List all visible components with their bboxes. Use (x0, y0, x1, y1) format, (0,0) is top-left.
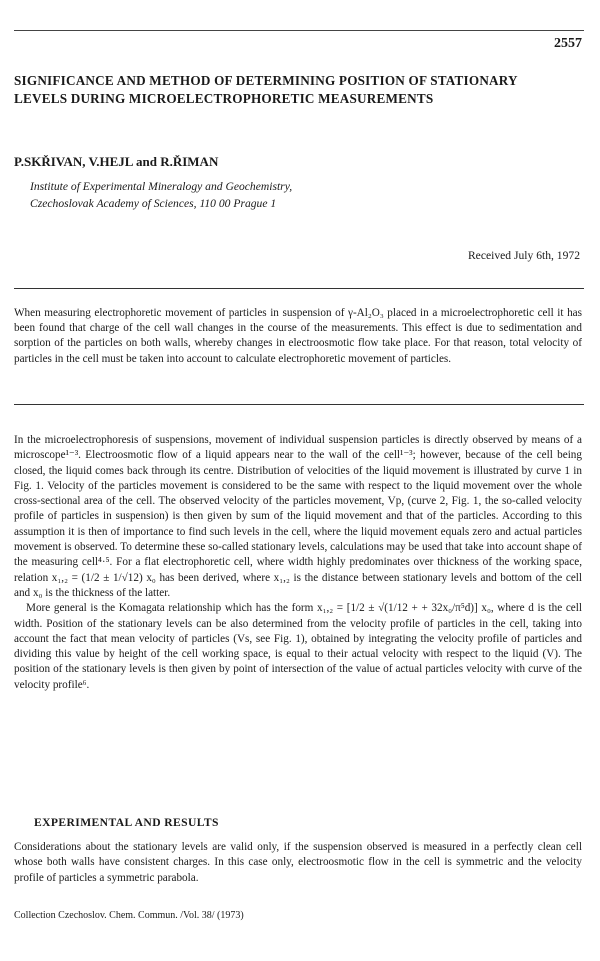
article-title: SIGNIFICANCE AND METHOD OF DETERMINING POSITION OF STATIONARY LEVELS DURING MICROELECTROPHORETIC MEASUREMENTS (14, 73, 518, 106)
received-date: Received July 6th, 1972 (467, 249, 580, 262)
affiliation-line-2: Czechoslovak Academy of Sciences, 110 00 Prague 1 (30, 197, 277, 210)
section-paragraph: Considerations about the stationary levels are valid only, if the suspension observed is measured in a perfectly clean cell whose both walls have consistent charges. In this case only, electroosmotic flow in the cell is symmetric and the velocity profile of particles a symmetric parabola. (14, 841, 582, 884)
abstract-top-rule (14, 288, 584, 289)
header-rule (14, 30, 584, 31)
paragraph-2: More general is the Komagata relationship which has the form x₁,₂ = [1/2 ± √(1/12 + + 32x₀/π⁵d)] x₀, where d is the cell width. Position of the stationary levels can be also determined from the velocity profile of particles in the cell, taking into account the fact that mean velocity of particles (Vs, see Fig. 1), obtained by integrating the velocity profile of particles and dividing this value by height of the cell working space, is equal to their actual velocity with respect to the liquid (V). The position of the stationary levels is then given by point of intersection of the value of actual particles velocity with curve of the velocity profile⁶. (14, 602, 582, 691)
abstract: When measuring electrophoretic movement of particles in suspension of γ-Al₂O₃ placed in a microelectrophoretic cell it has been found that charge of the cell wall changes in the course of the measurements. This effect is due to sedimentation and sorption of the particles on both walls, whereby changes in electroosmotic flow take place. For that reason, total velocity of particles in the cell must be taken into account to calculate electrophoretic movement of particles. (14, 307, 582, 365)
journal-footer: Collection Czechoslov. Chem. Commun. /Vol. 38/ (1973) (14, 910, 244, 921)
affiliation-line-1: Institute of Experimental Mineralogy and Geochemistry, (30, 180, 293, 193)
page-number: 2557 (554, 36, 582, 51)
abstract-bottom-rule (14, 404, 584, 405)
introduction-text (14, 433, 582, 693)
paragraph-1: In the microelectrophoresis of suspensions, movement of individual suspension particles is directly observed by means of a microscope¹⁻³. Electroosmotic flow of a liquid appears near to the wall of the cell¹⁻³; however, because of the cell being closed, the liquid comes back through its centre. Distribution of velocities of the liquid movement is illustrated by curve 1 in Fig. 1. Velocity of the particles movement is considered to be the same with respect to the liquid movement over the whole cross-sectional area of the cell. The observed velocity of the particles movement, Vp, (curve 2, Fig. 1, the so-called velocity profile of particles in suspension) is then given by sum of the liquid movement and that of the particles. According to this assumption it is then of importance to find such levels in the cell, where the liquid movement equals zero and actual particles movement is observed. To determine these so-called stationary levels, calculations may be used that take into account shape of the measuring cell⁴·⁵. For a flat electrophoretic cell, where width highly predominates over thickness of the working space, relation x₁,₂ = (1/2 ± 1/√12) x₀ has been derived, where x₁,₂ is the distance between stationary levels and bottom of the cell and x₀ is the thickness of the latter. (14, 434, 582, 599)
section-heading: EXPERIMENTAL AND RESULTS (34, 816, 219, 829)
authors: P.SKŘIVAN, V.HEJL and R.ŘIMAN (14, 154, 219, 169)
affiliation (30, 178, 292, 212)
